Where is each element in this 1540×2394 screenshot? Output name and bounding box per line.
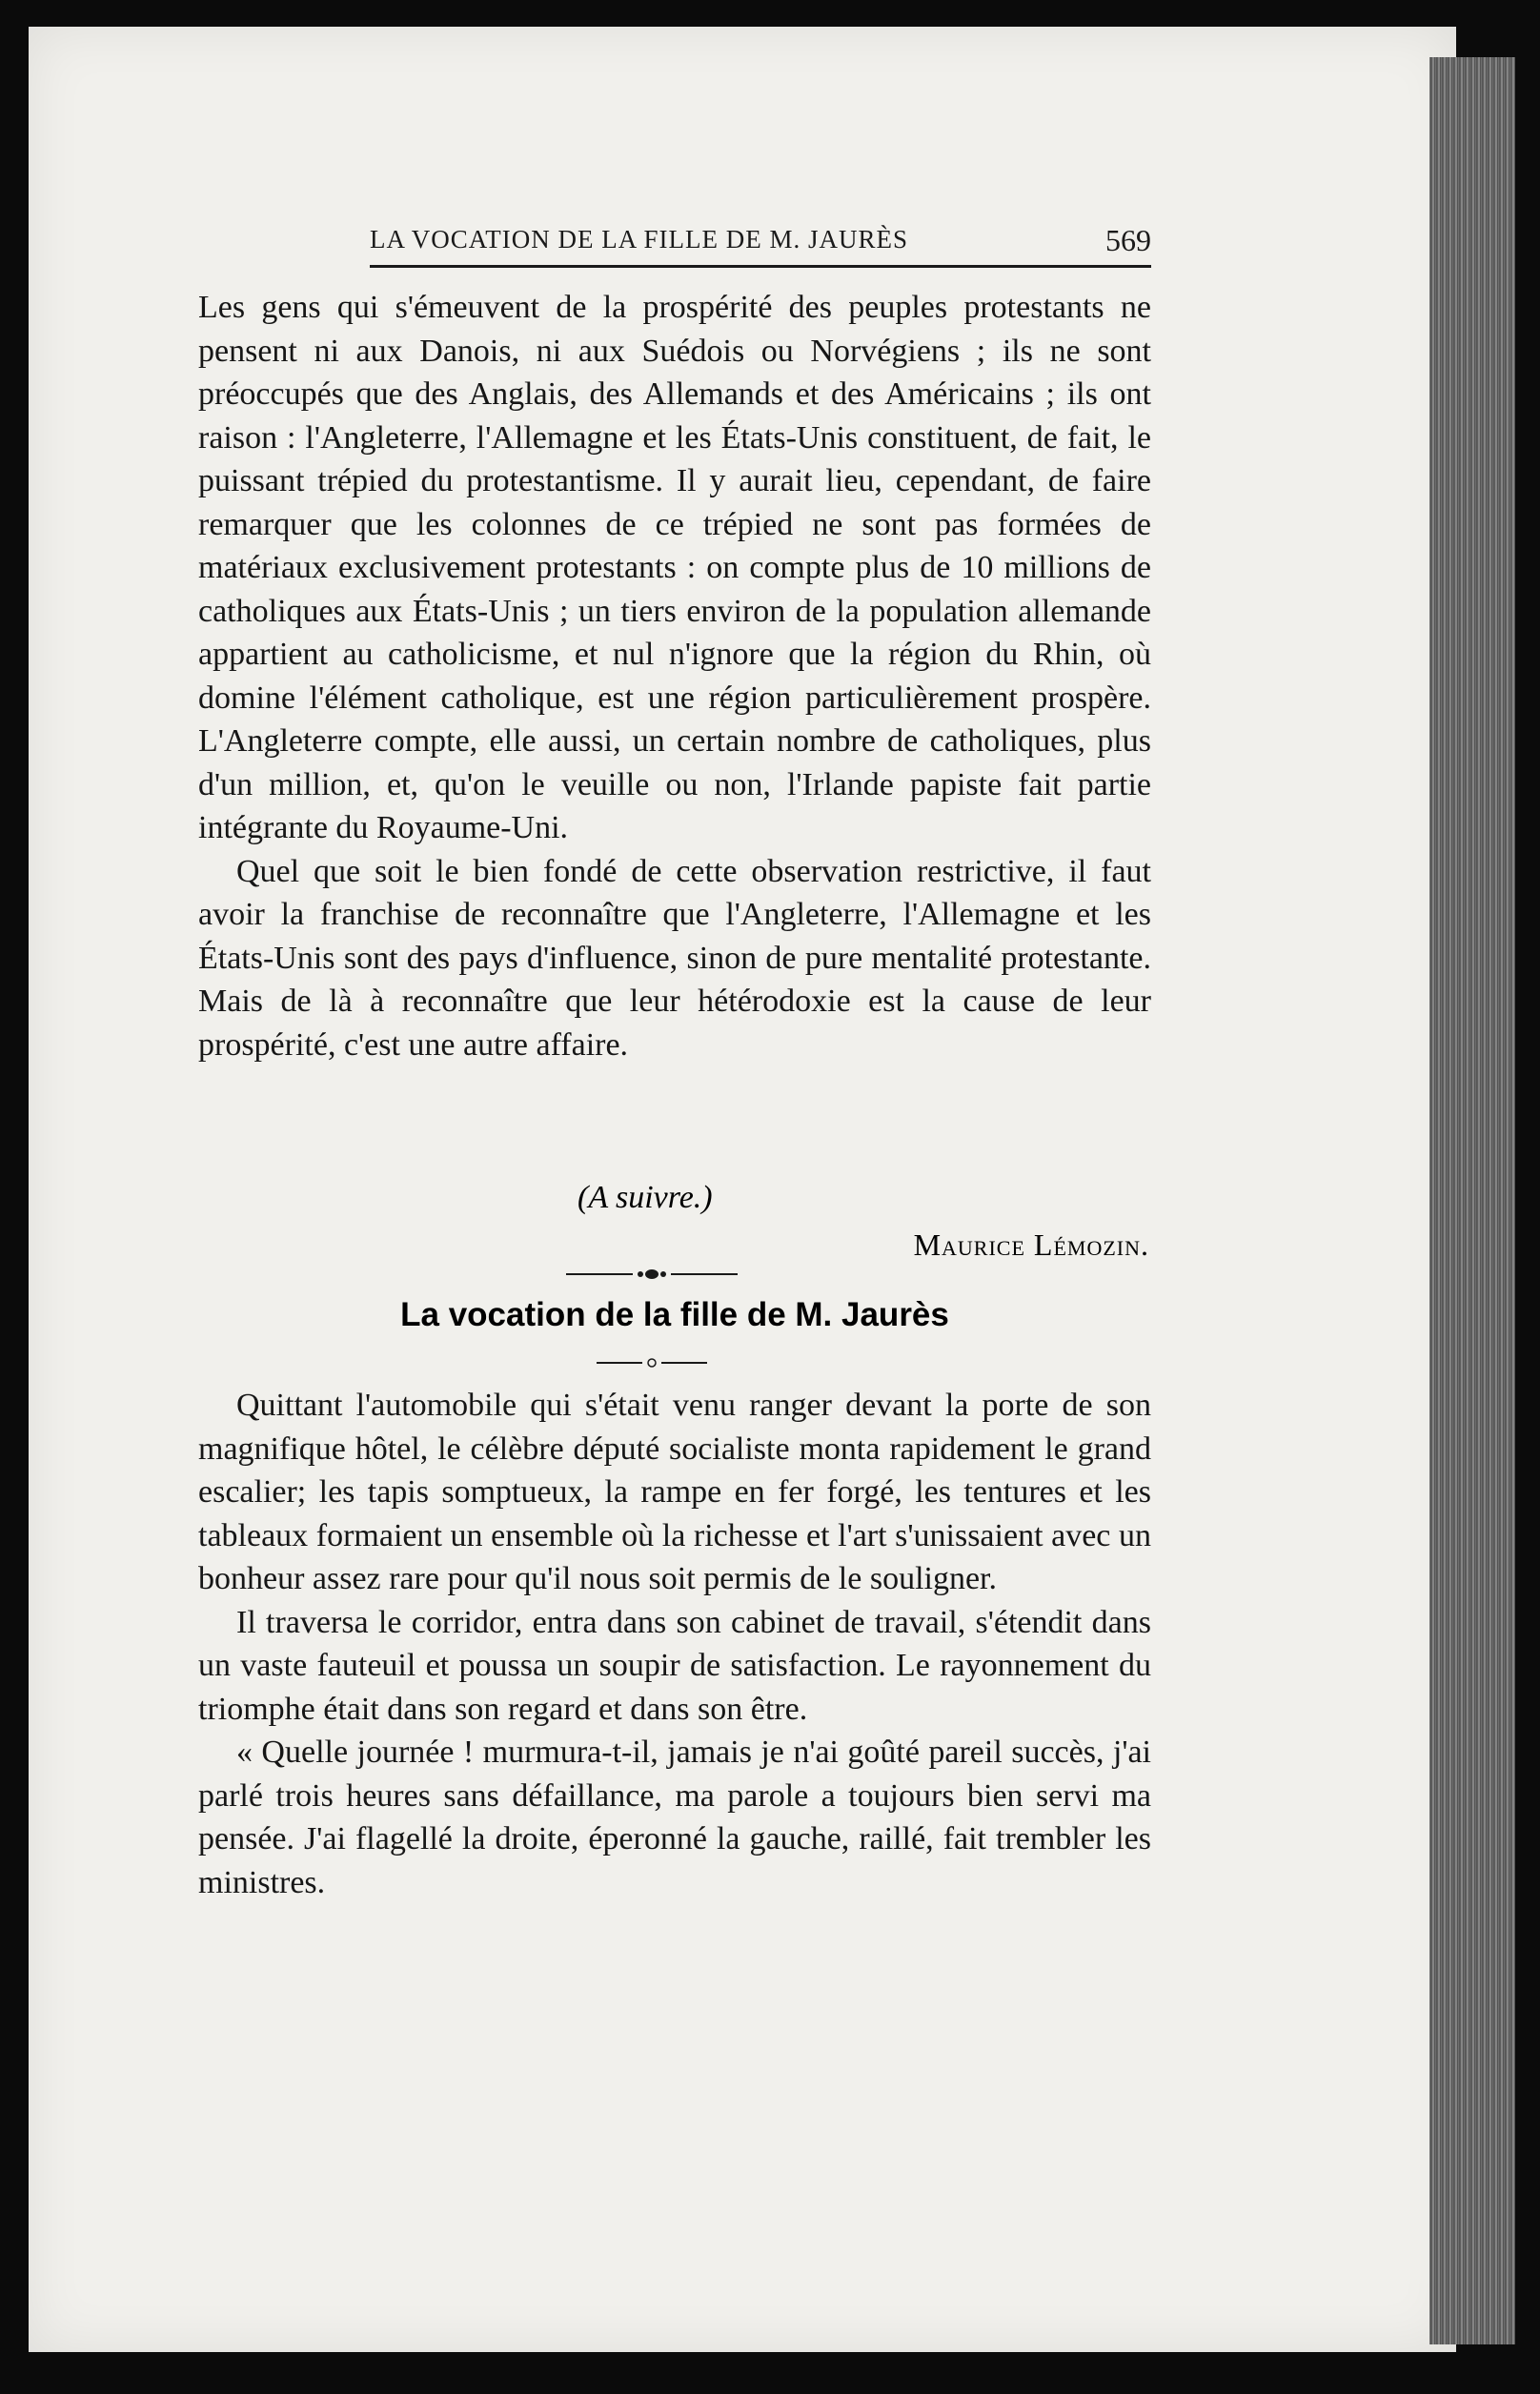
page-number: 569 <box>1105 223 1151 257</box>
running-head <box>370 223 1151 268</box>
article1-paragraph-2: Quel que soit le bien fondé de cette observation restrictive, il faut avoir la franchise de reconnaître que l'Angleterre, l'Allemagne et les États-Unis sont des pays d'influence, sinon de pure mentalité protestante. Mais de là à reconnaître que leur hétérodoxie est la cause de leur prospérité, c'est une autre affaire. <box>198 853 1151 1063</box>
article2-paragraph-2: Il traversa le corridor, entra dans son cabinet de travail, s'étendit dans un vaste fauteuil et poussa un soupir de satisfaction. Le rayonnement du triomphe était dans son regard et dans son être. <box>198 1604 1151 1727</box>
to-be-continued: (A suivre.) <box>578 1180 713 1215</box>
article2-body <box>198 1384 1151 1904</box>
article1-body <box>198 286 1151 1066</box>
running-title: LA VOCATION DE LA FILLE DE M. JAURÈS <box>370 225 909 254</box>
ornament-divider-icon <box>566 1260 738 1288</box>
article2-title: La vocation de la fille de M. Jaurès <box>400 1296 949 1333</box>
title-separator-icon <box>597 1353 707 1372</box>
article1-paragraph-1: Les gens qui s'émeuvent de la prospérité des peuples protestants ne pensent ni aux Danois, ni aux Suédois ou Norvégiens ; ils ne sont préoccupés que des Anglais, des Allemands et des Américains ; ils ont raison : l'Angleterre, l'Allemagne et les États-Unis constituent, de fait, le puissant trépied du protestantisme. Il y aurait lieu, cependant, de faire remarquer que les colonnes de ce trépied ne sont pas formées de matériaux exclusivement protestants : on compte plus de 10 millions de catholiques aux États-Unis ; un tiers environ de la population allemande appartient au catholicisme, et nul n'ignore que la région du Rhin, où domine l'élément catholique, est une région particulièrement prospère. L'Angleterre compte, elle aussi, un certain nombre de catholiques, plus d'un million, et, qu'on le veuille ou non, l'Irlande papiste fait partie intégrante du Royaume-Uni. <box>198 290 1151 845</box>
article1-author: Maurice Lémozin. <box>913 1227 1149 1262</box>
article2-paragraph-1: Quittant l'automobile qui s'était venu ranger devant la porte de son magnifique hôtel, le célèbre député socialiste monta rapidement le grand escalier; les tapis somptueux, la rampe en fer forgé, les tentures et les tableaux formaient un ensemble où la richesse et l'art s'unissaient avec un bonheur assez rare pour qu'il nous soit permis de le souligner. <box>198 1388 1151 1596</box>
article2-paragraph-3: « Quelle journée ! murmura-t-il, jamais je n'ai goûté pareil succès, j'ai parlé trois heures sans défaillance, ma parole a toujours bien servi ma pensée. J'ai flagellé la droite, éperonné la gauche, raillé, fait trembler les ministres. <box>198 1735 1151 1900</box>
page-edge-stack <box>1429 57 1515 2344</box>
